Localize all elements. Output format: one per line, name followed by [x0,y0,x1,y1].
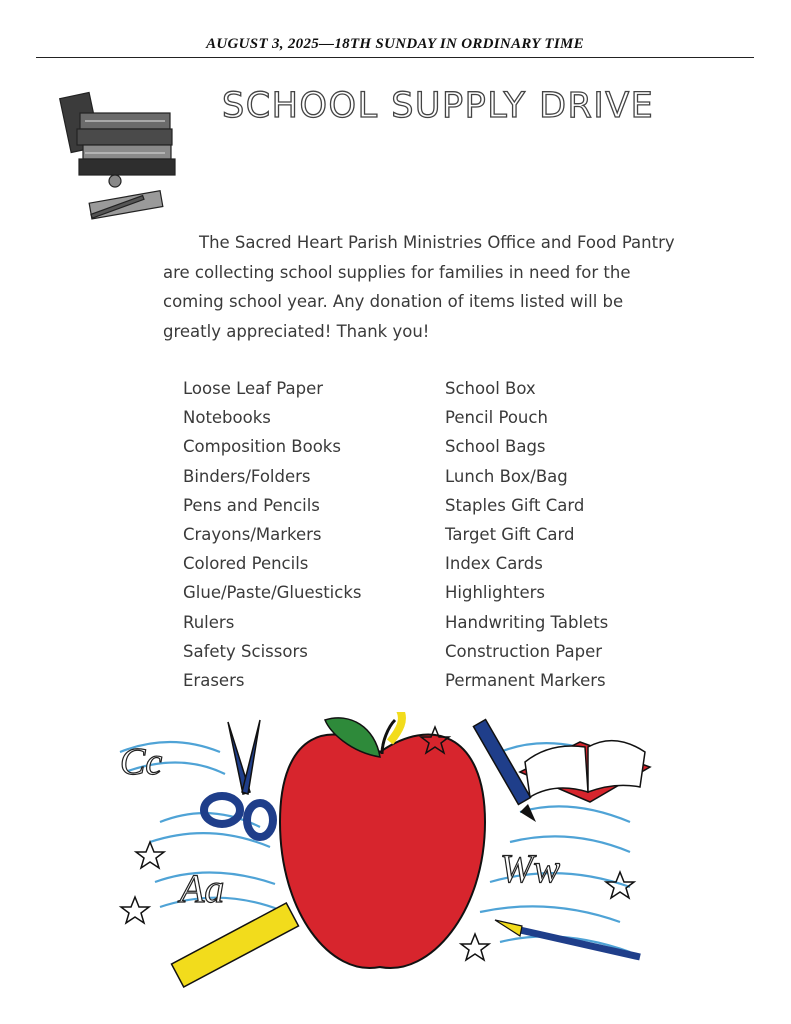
list-item: Highlighters [445,583,546,603]
letter-aa-text: Aa [180,866,225,911]
intro-paragraph: The Sacred Heart Parish Ministries Office and Food Pantry are collecting school supplies for families in need for the coming school year. Any donation of items listed will be greatly appreciated! Thank you! [163,233,675,341]
star-icon [461,934,489,960]
letter-cc-text: Cc [120,741,163,783]
apple-icon [280,712,485,968]
supply-list-left [183,374,362,695]
page-title: SCHOOL SUPPLY DRIVE [222,86,655,126]
list-item: Permanent Markers [445,670,606,690]
ruler-icon [172,903,299,987]
list-item: Crayons/Markers [183,524,322,544]
star-icon [136,842,164,868]
page-header-date: AUGUST 3, 2025—18TH SUNDAY IN ORDINARY TIME [206,36,584,52]
list-item: Rulers [183,612,235,632]
header-divider [36,57,754,58]
list-item: Pens and Pencils [183,495,320,515]
school-supplies-illustration [100,712,660,1012]
star-icon [606,872,634,898]
list-item: Loose Leaf Paper [183,379,324,398]
list-item: Handwriting Tablets [445,612,609,632]
list-item: Target Gift Card [445,524,575,544]
list-item: Safety Scissors [183,641,308,661]
list-item: Composition Books [183,437,341,457]
list-item: Pencil Pouch [445,408,548,428]
list-item: School Box [445,379,536,398]
list-item: Erasers [183,670,245,690]
list-item: Construction Paper [445,641,603,661]
list-item: Lunch Box/Bag [445,466,568,486]
scissors-icon [204,720,273,837]
open-book-icon [520,741,650,802]
list-item: Binders/Folders [183,466,311,486]
star-icon [121,897,149,923]
list-item: Glue/Paste/Gluesticks [183,583,362,603]
stacked-books-illustration [55,85,190,225]
list-item: Staples Gift Card [445,495,585,515]
letter-ww-text: Ww [500,846,560,891]
list-item: Notebooks [183,408,271,428]
list-item: School Bags [445,437,546,457]
list-item: Index Cards [445,554,543,574]
supply-list-right [445,374,608,695]
list-item: Colored Pencils [183,554,309,574]
